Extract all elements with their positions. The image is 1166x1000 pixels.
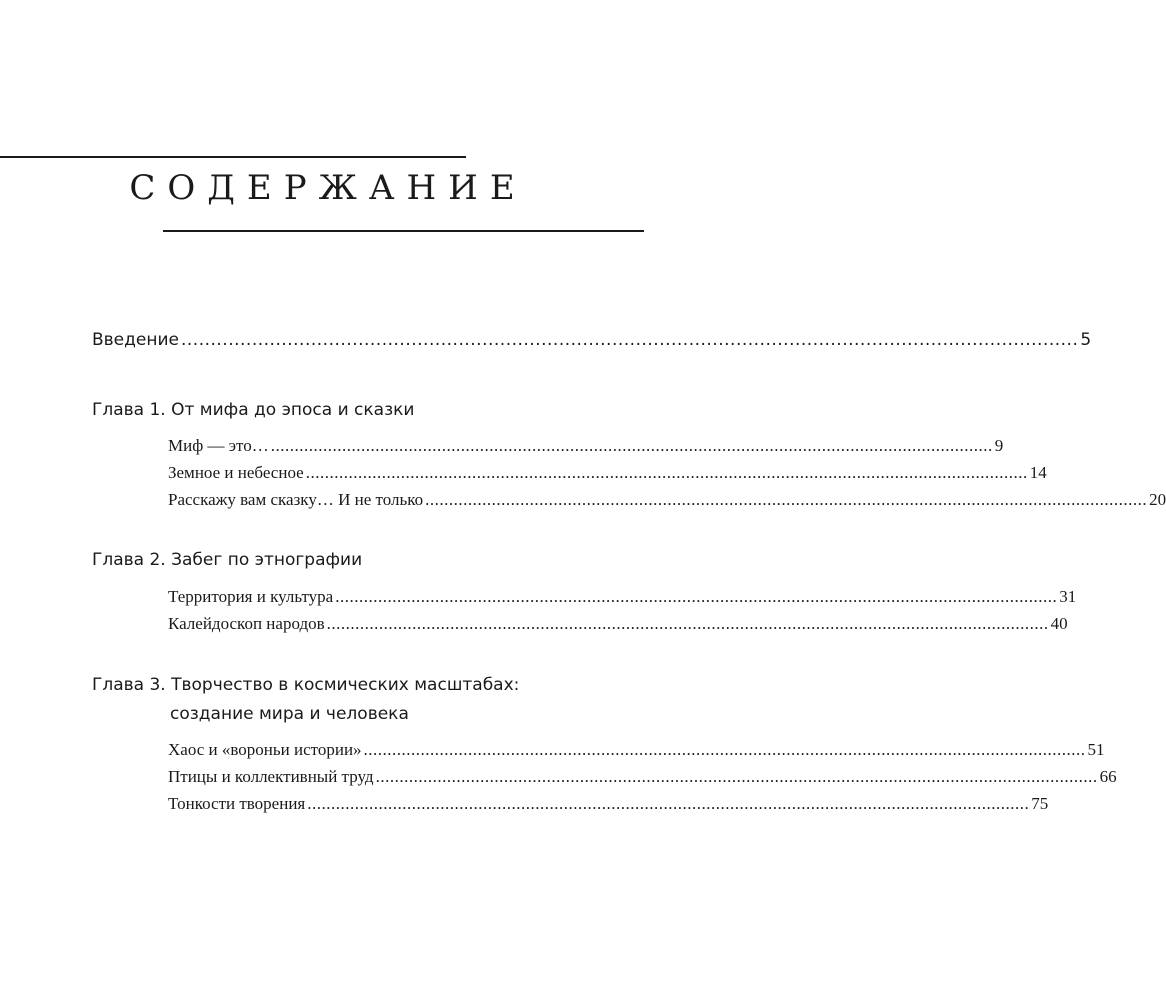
toc-entry[interactable]	[168, 463, 1047, 483]
toc-entry[interactable]	[168, 794, 1049, 814]
leader-dots: ........................................................................................................................................................	[375, 767, 1098, 786]
toc-entry-label: Введение	[92, 330, 179, 350]
leader-dots: ........................................................................................................................................................	[425, 490, 1148, 509]
chapter-heading-2[interactable]: Глава 2. Забег по этнографии	[92, 550, 363, 570]
toc-entry-label: Расскажу вам сказку… И не только	[168, 490, 424, 509]
toc-entry-page: 9	[994, 436, 1004, 455]
toc-entry[interactable]	[168, 740, 1105, 760]
leader-dots: ........................................................................................................................................................	[307, 794, 1030, 813]
toc-entry-label: Тонкости творения	[168, 794, 306, 813]
chapter-heading-3-continued[interactable]: создание мира и человека	[170, 704, 409, 724]
toc-entry[interactable]	[168, 436, 1004, 456]
toc-entry-page: 14	[1029, 463, 1047, 482]
leader-dots: ........................................................................................................................................................	[305, 463, 1028, 482]
leader-dots: ........................................................................................................................................................	[335, 587, 1058, 606]
toc-entry-intro[interactable]	[92, 330, 1092, 350]
chapter-heading-3[interactable]: Глава 3. Творчество в космических масштабах:	[92, 675, 520, 695]
toc-entry[interactable]	[168, 490, 1166, 510]
chapter-heading-1[interactable]: Глава 1. От мифа до эпоса и сказки	[92, 400, 415, 420]
toc-entry[interactable]	[168, 587, 1077, 607]
top-rule	[0, 156, 466, 158]
leader-dots: ........................................................................................................................................................	[363, 740, 1086, 759]
toc-entry-label: Калейдоскоп народов	[168, 614, 325, 633]
toc-entry-label: Птицы и коллективный труд	[168, 767, 374, 786]
toc-entry[interactable]	[168, 767, 1117, 787]
toc-entry-page: 75	[1031, 794, 1049, 813]
toc-entry-page: 31	[1059, 587, 1077, 606]
toc-entry-label: Территория и культура	[168, 587, 334, 606]
leader-dots: ........................................................................................................................................................	[180, 330, 1079, 350]
toc-entry-page: 20	[1149, 490, 1166, 509]
leader-dots: ........................................................................................................................................................	[270, 436, 993, 455]
toc-entry-page: 66	[1099, 767, 1117, 786]
leader-dots: ........................................................................................................................................................	[326, 614, 1049, 633]
toc-entry-label: Хаос и «вороньи истории»	[168, 740, 362, 759]
toc-entry-page: 51	[1087, 740, 1105, 759]
toc-entry-page: 40	[1050, 614, 1068, 633]
page-title: СОДЕРЖАНИЕ	[129, 168, 527, 208]
toc-entry-label: Земное и небесное	[168, 463, 304, 482]
toc-entry-label: Миф — это…	[168, 436, 269, 455]
toc-entry[interactable]	[168, 614, 1068, 634]
toc-entry-page: 5	[1080, 330, 1092, 350]
bottom-rule	[163, 230, 644, 232]
